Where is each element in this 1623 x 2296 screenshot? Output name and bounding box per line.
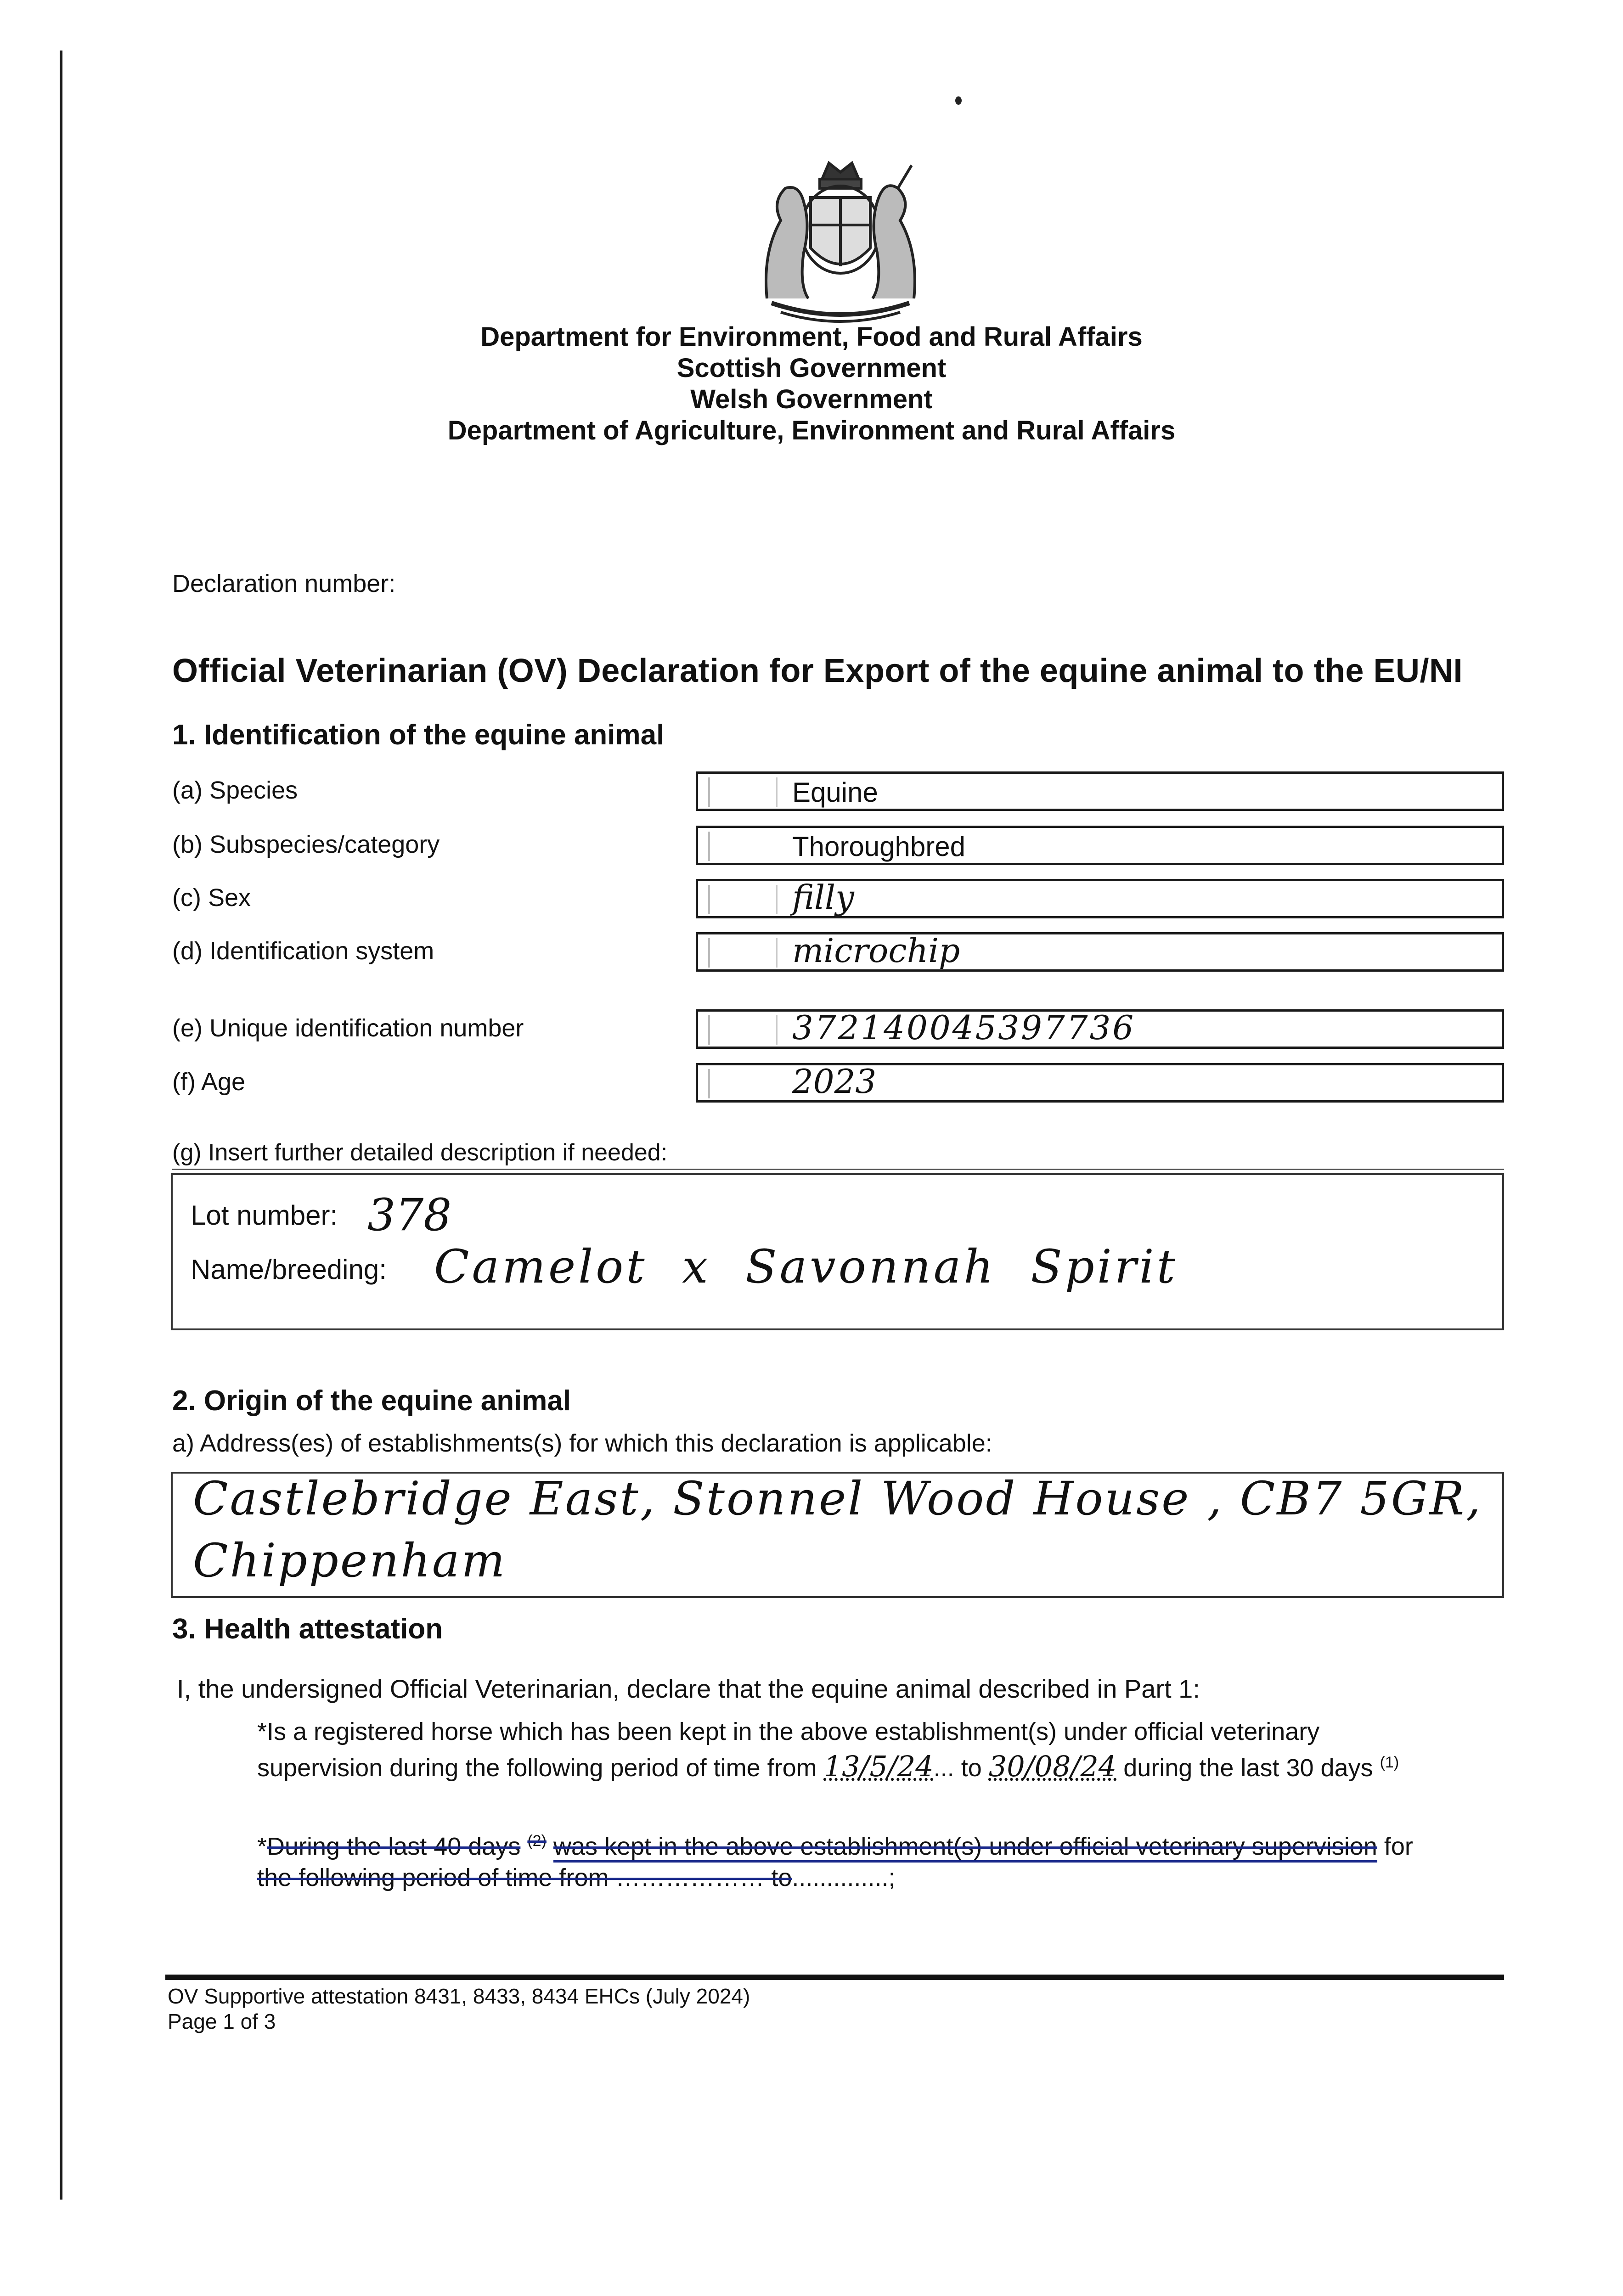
asterisk: * (257, 1833, 267, 1860)
footnote-2: (2) (527, 1832, 547, 1850)
unique-id-value: 372140045397736 (792, 1008, 1136, 1047)
unique-id-label: (e) Unique identification number (172, 1014, 524, 1042)
description-underline (172, 1169, 1504, 1170)
subspecies-value: Thoroughbred (792, 831, 965, 862)
unique-id-field[interactable] (696, 1009, 1504, 1049)
footnote-1: (1) (1380, 1754, 1399, 1771)
section-2-heading: 2. Origin of the equine animal (172, 1385, 571, 1417)
subspecies-field[interactable] (696, 826, 1504, 865)
attestation-para1-line1: *Is a registered horse which has been kept in the above establishment(s) under official veterinary (257, 1718, 1320, 1745)
struck-text-2: was kept in the above establishment(s) under official veterinary supervision (553, 1833, 1377, 1863)
section-1-heading: 1. Identification of the equine animal (172, 719, 665, 751)
for-word: for (1384, 1833, 1413, 1860)
dept-welsh-gov: Welsh Government (690, 384, 933, 414)
attestation-intro: I, the undersigned Official Veterinarian, declare that the equine animal described in Part 1: (177, 1674, 1200, 1703)
dots: ... (933, 1754, 954, 1782)
section-2-subheading: a) Address(es) of establishments(s) for which this declaration is applicable: (172, 1429, 992, 1457)
identification-system-label: (d) Identification system (172, 937, 434, 965)
footer-rule (165, 1975, 1504, 1980)
dept-daera: Department of Agriculture, Environment and Rural Affairs (447, 416, 1176, 445)
species-value: Equine (792, 777, 878, 808)
sex-value: filly (792, 878, 854, 917)
page-number: Page 1 of 3 (168, 2009, 276, 2033)
sex-label: (c) Sex (172, 884, 251, 912)
sex-field[interactable] (696, 879, 1504, 918)
age-value: 2023 (792, 1062, 877, 1101)
age-field[interactable] (696, 1063, 1504, 1103)
declaration-number-label: Declaration number: (172, 570, 396, 597)
subspecies-label: (b) Subspecies/category (172, 831, 440, 858)
struck-text-3: the following period of time from ……………… to (257, 1864, 792, 1891)
name-breeding-label: Name/breeding: (191, 1254, 387, 1285)
lot-number-value: 378 (367, 1189, 452, 1241)
dept-defra: Department for Environment, Food and Rural Affairs (480, 322, 1143, 352)
dept-scottish-gov: Scottish Government (676, 353, 947, 383)
period-from-date[interactable]: 13/5/24 (823, 1750, 934, 1783)
footer-reference: OV Supportive attestation 8431, 8433, 8434 EHCs (July 2024) (168, 1984, 750, 2008)
attestation-para2-line2 (257, 1863, 895, 1892)
species-field[interactable] (696, 771, 1504, 811)
period-text: supervision during the following period of time from (257, 1754, 817, 1782)
name-breeding-value: Camelot x Savonnah Spirit (434, 1240, 1178, 1294)
ink-dot (955, 96, 962, 105)
to-word: to (961, 1754, 982, 1782)
lot-number-label: Lot number: (191, 1200, 338, 1231)
section-3-heading: 3. Health attestation (172, 1613, 443, 1645)
identification-system-value: microchip (792, 931, 960, 970)
attestation-para2-line1 (257, 1832, 1413, 1861)
struck-text-1: During the last 40 days (267, 1833, 521, 1860)
page-title: Official Veterinarian (OV) Declaration for Export of the equine animal to the EU/NI (172, 653, 1463, 689)
end-dots: ..............; (792, 1864, 896, 1891)
identification-system-field[interactable] (696, 932, 1504, 972)
address-line-1: Castlebridge East, Stonnel Wood House , CB7 5GR, (193, 1472, 1482, 1525)
age-label: (f) Age (172, 1068, 246, 1096)
royal-coat-of-arms-icon (730, 147, 951, 331)
last-30-days-text: during the last 30 days (1123, 1754, 1373, 1782)
species-label: (a) Species (172, 777, 298, 804)
period-to-date[interactable]: 30/08/24 (988, 1750, 1117, 1783)
further-description-label: (g) Insert further detailed description if needed: (172, 1139, 668, 1166)
address-line-2: Chippenham (193, 1534, 507, 1587)
attestation-para1-line2 (257, 1750, 1399, 1783)
